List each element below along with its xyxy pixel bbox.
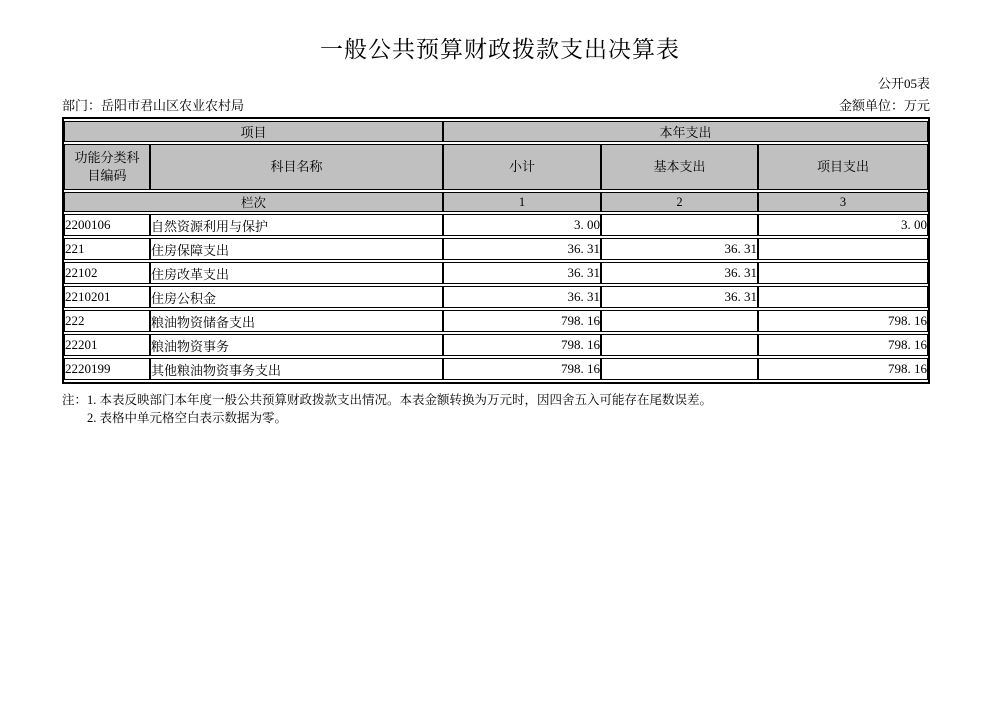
header-group-year-expenditure: 本年支出 xyxy=(443,121,928,142)
cell-basic xyxy=(601,214,758,236)
table-row xyxy=(64,262,928,284)
cell-project xyxy=(758,262,928,284)
column-index-row xyxy=(64,192,928,212)
cell-subtotal: 36. 31 xyxy=(443,238,601,260)
col-header-project-expenditure: 项目支出 xyxy=(758,144,928,190)
cell-function-code: 22102 xyxy=(64,262,150,284)
cell-basic xyxy=(601,358,758,380)
column-index-2: 2 xyxy=(601,192,758,212)
table-code-label: 公开05表 xyxy=(877,76,930,91)
cell-function-code: 222 xyxy=(64,310,150,332)
cell-subtotal: 36. 31 xyxy=(443,286,601,308)
header-columns-row xyxy=(64,144,928,190)
cell-project xyxy=(758,286,928,308)
cell-subtotal: 798. 16 xyxy=(443,334,601,356)
cell-basic: 36. 31 xyxy=(601,238,758,260)
col-header-subtotal: 小计 xyxy=(443,144,601,190)
cell-subject-name: 住房保障支出 xyxy=(150,238,443,260)
page-title: 一般公共预算财政拨款支出决算表 xyxy=(320,37,680,62)
cell-subject-name: 自然资源利用与保护 xyxy=(150,214,443,236)
cell-subtotal: 798. 16 xyxy=(443,310,601,332)
cell-function-code: 2200106 xyxy=(64,214,150,236)
budget-expenditure-table xyxy=(62,117,930,384)
cell-subject-name: 住房改革支出 xyxy=(150,262,443,284)
unit-label: 金额单位：万元 xyxy=(838,98,930,113)
col-header-function-code: 功能分类科目编码 xyxy=(64,144,150,190)
cell-project: 798. 16 xyxy=(758,358,928,380)
lanci-label: 栏次 xyxy=(64,192,443,212)
footnotes xyxy=(62,391,960,427)
cell-project xyxy=(758,238,928,260)
cell-function-code: 2210201 xyxy=(64,286,150,308)
cell-basic: 36. 31 xyxy=(601,286,758,308)
table-row xyxy=(64,334,928,356)
table-row xyxy=(64,286,928,308)
cell-basic: 36. 31 xyxy=(601,262,758,284)
cell-subtotal: 3. 00 xyxy=(443,214,601,236)
table-row xyxy=(64,358,928,380)
cell-project: 798. 16 xyxy=(758,310,928,332)
header-group-row xyxy=(64,121,928,142)
cell-subject-name: 粮油物资事务 xyxy=(150,334,443,356)
cell-subtotal: 36. 31 xyxy=(443,262,601,284)
col-header-subject-name: 科目名称 xyxy=(150,144,443,190)
cell-subject-name: 其他粮油物资事务支出 xyxy=(150,358,443,380)
cell-project: 798. 16 xyxy=(758,334,928,356)
table-row xyxy=(64,214,928,236)
cell-basic xyxy=(601,334,758,356)
footnote-2: 2. 表格中单元格空白表示数据为零。 xyxy=(87,411,288,426)
cell-subtotal: 798. 16 xyxy=(443,358,601,380)
col-header-basic-expenditure: 基本支出 xyxy=(601,144,758,190)
meta-row xyxy=(62,95,930,114)
column-index-1: 1 xyxy=(443,192,601,212)
cell-function-code: 2220199 xyxy=(64,358,150,380)
cell-project: 3. 00 xyxy=(758,214,928,236)
table-row xyxy=(64,238,928,260)
cell-function-code: 22201 xyxy=(64,334,150,356)
table-row xyxy=(64,310,928,332)
department-label: 部门：岳阳市君山区农业农村局 xyxy=(62,98,245,113)
column-index-3: 3 xyxy=(758,192,928,212)
cell-subject-name: 粮油物资储备支出 xyxy=(150,310,443,332)
header-group-item: 项目 xyxy=(64,121,443,142)
cell-function-code: 221 xyxy=(64,238,150,260)
cell-subject-name: 住房公积金 xyxy=(150,286,443,308)
cell-basic xyxy=(601,310,758,332)
footnote-1: 注：1. 本表反映部门本年度一般公共预算财政拨款支出情况。本表金额转换为万元时，因四舍五入可能存在尾数误差。 xyxy=(62,393,713,407)
